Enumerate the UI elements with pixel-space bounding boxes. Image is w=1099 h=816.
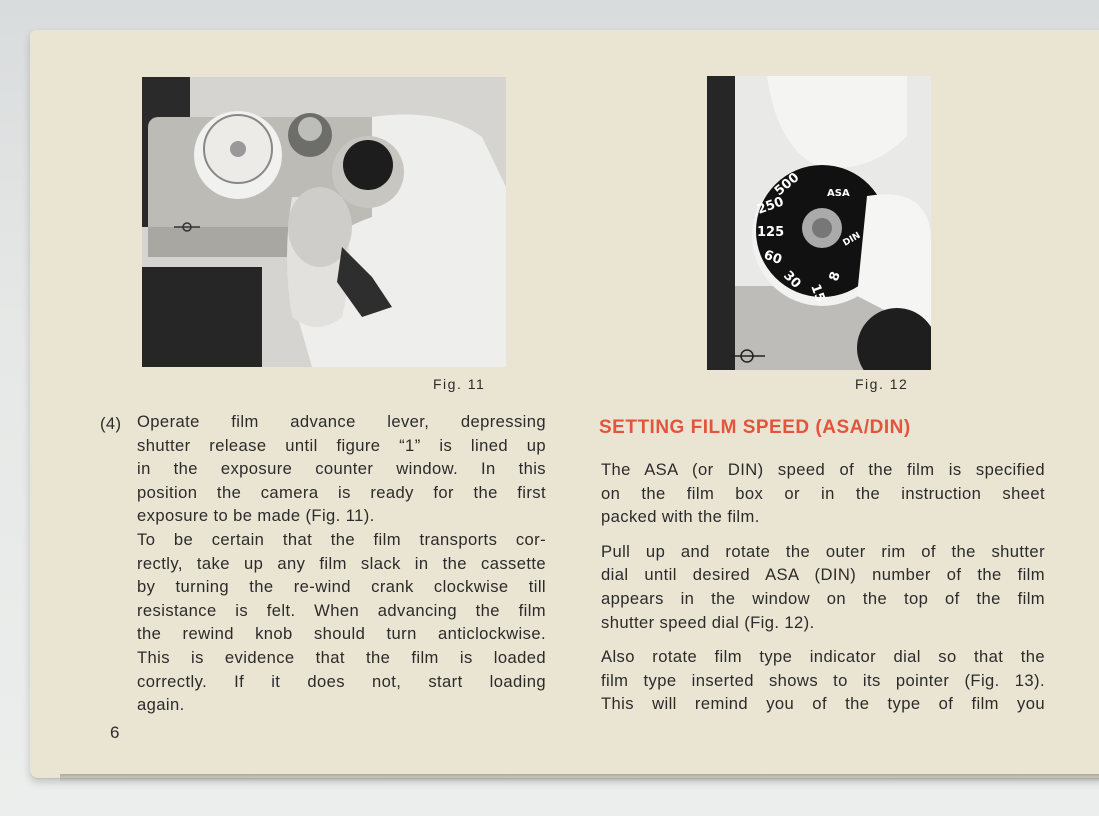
fig-11-caption: Fig. 11	[433, 376, 486, 392]
dial-number: 60	[761, 247, 784, 268]
body-line: dial until desired ASA (DIN) number of the film	[601, 565, 1045, 585]
body-line: Also rotate film type indicator dial so that the	[601, 647, 1045, 667]
body-line: position the camera is ready for the first	[137, 482, 546, 502]
body-line: rectly, take up any film slack in the cassette	[137, 553, 546, 573]
dial-number: 15	[807, 282, 828, 305]
left-column	[100, 410, 546, 717]
body-line: exposure to be made (Fig. 11).	[137, 506, 375, 526]
body-line: This is evidence that the film is loaded	[137, 647, 546, 667]
body-line: by turning the re-wind crank clockwise till	[137, 577, 546, 597]
section-heading: SETTING FILM SPEED (ASA/DIN)	[599, 417, 911, 438]
fig-12-caption: Fig. 12	[855, 376, 909, 392]
body-line: in the exposure counter window. In this	[137, 459, 546, 479]
body-line: shutter speed dial (Fig. 12).	[601, 612, 815, 632]
body-line: again.	[137, 695, 185, 715]
body-line: The ASA (or DIN) speed of the film is specified	[601, 460, 1045, 479]
dial-label-asa: ASA	[827, 188, 850, 199]
dial-number: 250	[755, 194, 786, 218]
dial-number: 30	[780, 268, 804, 292]
paragraph-1	[601, 458, 1045, 529]
body-line: Operate film advance lever, depressing	[137, 412, 546, 431]
fig-12-photo	[707, 76, 931, 370]
step-body	[137, 410, 546, 717]
body-line: Pull up and rotate the outer rim of the shutter	[601, 541, 1045, 561]
fig-11-photo	[142, 77, 506, 367]
step-number: (4)	[100, 414, 122, 433]
paragraph-2	[601, 540, 1045, 634]
body-line: resistance is felt. When advancing the film	[137, 600, 546, 620]
body-line: the rewind knob should turn anticlockwise.	[137, 624, 546, 644]
body-line: film type inserted shows to its pointer (Fig. 13).	[601, 670, 1045, 690]
camera-top-photo	[142, 77, 506, 367]
page-shadow	[60, 774, 1099, 782]
body-line: shutter release until figure “1” is lined up	[137, 435, 546, 455]
dial-number: 8	[826, 269, 844, 284]
body-line: correctly. If it does not, start loading	[137, 671, 546, 691]
paragraph-3	[601, 645, 1045, 716]
dial-label-din: DIN	[841, 230, 863, 249]
body-line: appears in the window on the top of the film	[601, 588, 1045, 608]
shutter-dial-photo	[707, 76, 931, 370]
dial-number: 125	[757, 225, 785, 240]
body-line: This will remind you of the type of film you	[601, 694, 1045, 714]
body-line: packed with the film.	[601, 507, 760, 527]
dial-number: 500	[771, 170, 803, 200]
page-number: 6	[110, 723, 120, 742]
right-column	[601, 458, 1045, 716]
body-line: on the film box or in the instruction sheet	[601, 483, 1045, 503]
body-line: To be certain that the film transports cor-	[137, 529, 546, 549]
